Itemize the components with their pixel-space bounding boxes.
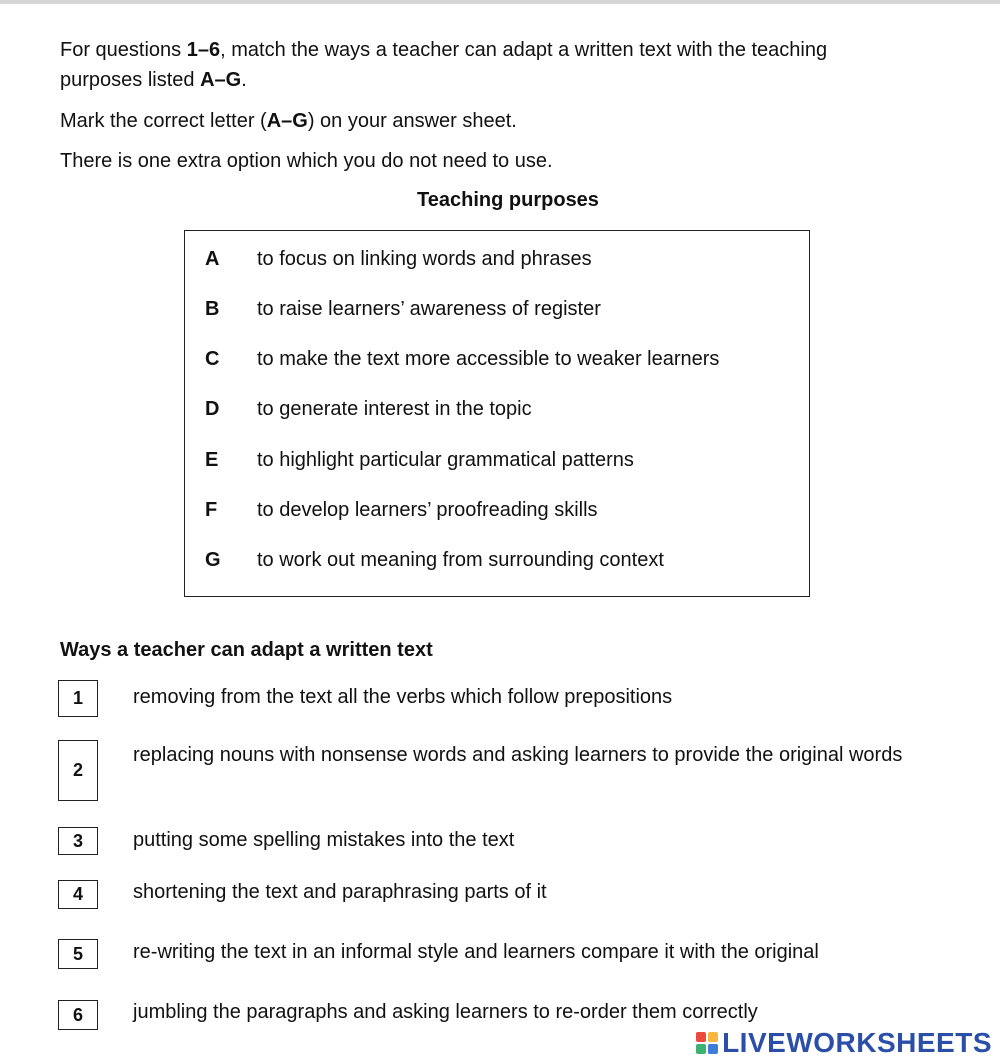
ways-heading: Ways a teacher can adapt a written text [60,639,433,661]
way-text: replacing nouns with nonsense words and asking learners to provide the original words [133,744,903,766]
question-number-box[interactable]: 6 [58,1000,98,1030]
purpose-letter: D [205,398,220,420]
purpose-item [185,545,809,575]
purpose-item [185,394,809,424]
purpose-item [185,344,809,374]
instruction-line-1: For questions 1–6, match the ways a teacher can adapt a written text with the teaching [60,39,828,61]
question-number-box[interactable]: 1 [58,680,98,717]
purpose-text: to work out meaning from surrounding context [257,549,664,571]
question-number-box[interactable]: 3 [58,827,98,855]
purpose-letter: A [205,248,220,270]
top-divider [0,0,1000,4]
way-text: putting some spelling mistakes into the text [133,829,515,851]
way-text: removing from the text all the verbs which follow prepositions [133,686,673,708]
liveworksheets-logo-icon [696,1032,718,1054]
teaching-purposes-heading: Teaching purposes [417,189,599,211]
purpose-text: to generate interest in the topic [257,398,532,420]
purpose-item [185,495,809,525]
way-text: shortening the text and paraphrasing parts of it [133,881,547,903]
purpose-text: to raise learners’ awareness of register [257,298,601,320]
liveworksheets-brand[interactable] [696,1028,992,1058]
purpose-item [185,294,809,324]
question-number-box[interactable]: 5 [58,939,98,969]
purpose-letter: C [205,348,220,370]
purpose-text: to focus on linking words and phrases [257,248,592,270]
instruction-line-2: purposes listed A–G. [60,69,247,91]
question-number-box[interactable]: 4 [58,880,98,909]
purpose-letter: E [205,449,219,471]
instruction-line-4: There is one extra option which you do not need to use. [60,150,553,172]
purpose-letter: G [205,549,221,571]
purpose-text: to highlight particular grammatical patterns [257,449,634,471]
question-number-box[interactable]: 2 [58,740,98,801]
purpose-letter: B [205,298,220,320]
teaching-purposes-box [184,230,810,597]
way-text: jumbling the paragraphs and asking learners to re-order them correctly [133,1001,758,1023]
purpose-item [185,445,809,475]
purpose-text: to develop learners’ proofreading skills [257,499,598,521]
instruction-line-3: Mark the correct letter (A–G) on your answer sheet. [60,110,517,132]
purpose-letter: F [205,499,218,521]
purpose-item [185,244,809,274]
brand-name: LIVEWORKSHEETS [722,1027,992,1058]
purpose-text: to make the text more accessible to weaker learners [257,348,720,370]
way-text: re-writing the text in an informal style and learners compare it with the original [133,941,819,963]
